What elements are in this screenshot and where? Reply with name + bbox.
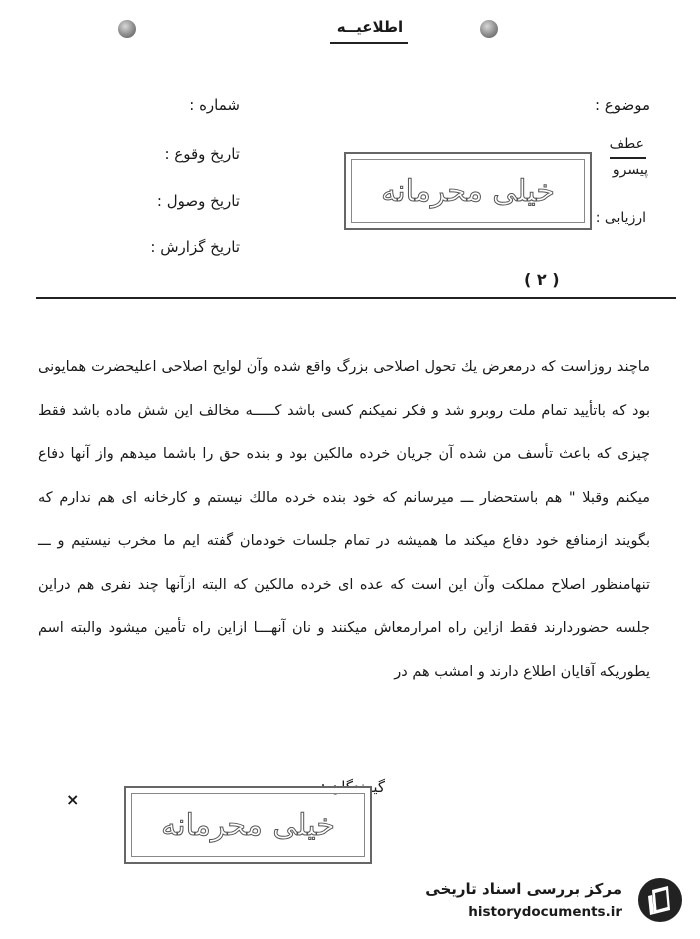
archive-logo-icon xyxy=(636,876,684,924)
stamp-top-text: خیلی محرمانه xyxy=(381,173,555,209)
field-number: شماره : xyxy=(189,96,240,114)
header-divider xyxy=(36,297,676,299)
field-reference: عطف xyxy=(609,136,644,152)
field-previous: پیسرو xyxy=(612,162,648,178)
field-date-occurrence: تاریخ وقوع : xyxy=(164,145,240,163)
archive-logo-url[interactable]: historydocuments.ir xyxy=(468,904,622,920)
reference-rule xyxy=(610,157,646,159)
punch-hole-left-icon xyxy=(118,20,136,38)
archive-logo-name: مرکز بررسی اسناد تاریخی xyxy=(425,880,622,898)
title-underline xyxy=(330,42,408,44)
field-date-report: تاریخ گزارش : xyxy=(150,238,240,256)
recipients-label: گیرندگان : xyxy=(320,778,385,796)
page-number: ( ۲ ) xyxy=(524,270,560,289)
document-title: اطلاعیــه xyxy=(336,18,404,36)
margin-mark: × xyxy=(66,790,80,809)
field-subject: موضوع : xyxy=(594,96,650,114)
classification-stamp-bottom xyxy=(124,786,372,864)
stamp-bottom-text: خیلی محرمانه xyxy=(161,807,335,843)
field-evaluation: ارزیابی : xyxy=(595,210,646,226)
punch-hole-right-icon xyxy=(480,20,498,38)
body-paragraph: ماچند روزاست که درمعرض یك تحول اصلاحی بزرگ واقع شده وآن لوایح اصلاحی اعلیحضرت همایونی بود که باتأیید تمام ملت روبرو شد و فکر نمیکنم کسی باشد کـــــه مخالف این شش ماده باشد فقط چیزی که باعث تأسف من شده آن جریان خرده مالکین بود و بنده حق را باشما میدهم واز آنها دفاع میکنم وقبلا " هم باستحضار ـــ میرسانم که خود بنده خرده مالك نیستم و کارخانه ای هم ندارم که بگویند ازمنافع خود دفاع میکند ما همیشه در تمام جلسات خودمان گفته ایم ما مخرب نیستیم و ـــ تنهامنظور اصلاح مملکت وآن این است که عده ای خرده مالکین که البته ازآنها چند نفری هم دراین جلسه حضوردارند فقط ازاین راه امرارمعاش میکنند و نان آنهـــا ازاین راه تأمین میشود والبته اسم یطوریکه آقایان اطلاع دارند و امشب هم در xyxy=(38,359,650,680)
field-date-received: تاریخ وصول : xyxy=(156,192,240,210)
classification-stamp-top xyxy=(344,152,592,230)
